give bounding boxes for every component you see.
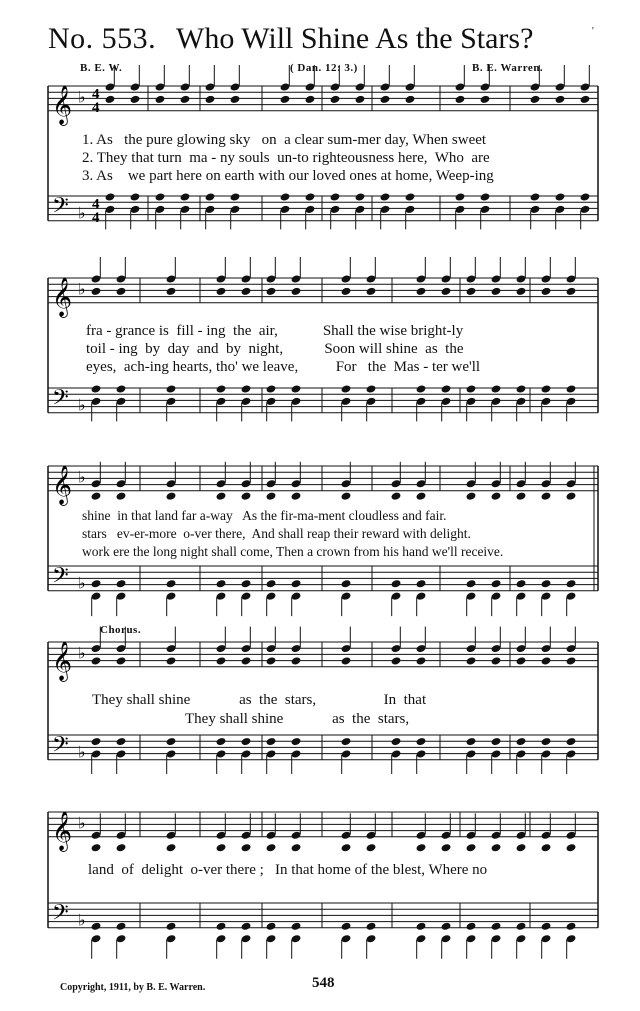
note-head xyxy=(466,843,477,852)
note-head xyxy=(541,656,552,665)
note-head xyxy=(580,95,591,104)
bass-clef-icon: 𝄢 xyxy=(52,385,69,416)
time-signature: 4 xyxy=(92,99,100,116)
note-head xyxy=(266,737,277,746)
note-head xyxy=(341,922,352,931)
note-head xyxy=(516,579,527,588)
note-head xyxy=(441,384,452,393)
note-head xyxy=(455,192,466,201)
note-head xyxy=(166,384,177,393)
note-head xyxy=(180,95,191,104)
note-head xyxy=(341,491,352,500)
note-head xyxy=(466,922,477,931)
note-head xyxy=(166,843,177,852)
note-head xyxy=(466,737,477,746)
note-head xyxy=(266,579,277,588)
note-head xyxy=(241,922,252,931)
note-head xyxy=(166,656,177,665)
note-head xyxy=(216,922,227,931)
note-head xyxy=(166,737,177,746)
note-head xyxy=(366,922,377,931)
verse-1-line-system-2: fra - grance is fill - ing the air, Shall the wise bright-ly xyxy=(86,323,464,339)
note-head xyxy=(155,95,166,104)
note-head xyxy=(291,384,302,393)
note-head xyxy=(266,922,277,931)
note-head xyxy=(380,192,391,201)
note-head xyxy=(116,287,127,296)
note-head xyxy=(216,287,227,296)
flat-sign-icon: ♭ xyxy=(78,910,86,930)
bass-clef-icon: 𝄢 xyxy=(52,193,69,224)
note-head xyxy=(205,95,216,104)
note-head xyxy=(366,384,377,393)
note-head xyxy=(91,579,102,588)
note-head xyxy=(266,491,277,500)
note-head xyxy=(405,192,416,201)
note-head xyxy=(491,287,502,296)
note-head xyxy=(566,737,577,746)
treble-clef-icon: 𝄞 xyxy=(52,810,73,851)
note-head xyxy=(341,737,352,746)
note-head xyxy=(166,922,177,931)
note-head xyxy=(566,579,577,588)
note-head xyxy=(91,384,102,393)
copyright-notice: Copyright, 1911, by B. E. Warren. xyxy=(60,982,206,993)
note-head xyxy=(280,95,291,104)
note-head xyxy=(130,95,141,104)
note-head xyxy=(230,192,241,201)
note-head xyxy=(466,579,477,588)
verse-2-line-system-3: stars ev-er-more o-ver there, And shall reap their reward with delight. xyxy=(82,526,471,541)
note-head xyxy=(91,737,102,746)
note-head xyxy=(480,95,491,104)
hymn-number: No. 553. xyxy=(48,22,157,55)
note-head xyxy=(241,737,252,746)
note-head xyxy=(366,287,377,296)
flat-sign-icon: ♭ xyxy=(78,643,86,663)
note-head xyxy=(555,192,566,201)
note-head xyxy=(516,843,527,852)
note-head xyxy=(541,843,552,852)
time-signature: 4 xyxy=(92,86,100,103)
note-head xyxy=(216,737,227,746)
treble-clef-icon: 𝄞 xyxy=(52,464,73,505)
bass-clef-icon: 𝄢 xyxy=(52,900,69,931)
note-head xyxy=(341,287,352,296)
note-head xyxy=(205,192,216,201)
note-head xyxy=(216,843,227,852)
note-head xyxy=(280,192,291,201)
note-head xyxy=(416,843,427,852)
note-head xyxy=(566,491,577,500)
note-head xyxy=(105,95,116,104)
words-credit: B. E. W. xyxy=(80,62,123,74)
note-head xyxy=(441,843,452,852)
note-head xyxy=(516,491,527,500)
note-head xyxy=(116,843,127,852)
chorus-line-lower: They shall shine as the stars, xyxy=(185,711,410,727)
note-head xyxy=(416,922,427,931)
note-head xyxy=(516,737,527,746)
note-head xyxy=(491,384,502,393)
note-head xyxy=(230,95,241,104)
note-head xyxy=(216,656,227,665)
note-head xyxy=(341,656,352,665)
bass-clef-icon: 𝄢 xyxy=(52,563,69,594)
note-head xyxy=(541,287,552,296)
note-head xyxy=(291,737,302,746)
note-head xyxy=(216,384,227,393)
note-head xyxy=(241,384,252,393)
note-head xyxy=(566,843,577,852)
verse-3-line-system-3: work ere the long night shall come, Then a crown from his hand we'll receive. xyxy=(82,544,504,559)
note-head xyxy=(116,922,127,931)
note-head xyxy=(241,491,252,500)
note-head xyxy=(466,491,477,500)
flat-sign-icon: ♭ xyxy=(78,395,86,415)
note-head xyxy=(291,579,302,588)
note-head xyxy=(116,579,127,588)
note-head xyxy=(530,192,541,201)
note-head xyxy=(116,384,127,393)
note-head xyxy=(555,95,566,104)
note-head xyxy=(105,192,116,201)
note-head xyxy=(441,287,452,296)
note-head xyxy=(391,737,402,746)
note-head xyxy=(541,737,552,746)
note-head xyxy=(305,95,316,104)
note-head xyxy=(291,656,302,665)
chorus-line-upper: They shall shine as the stars, In that xyxy=(92,692,427,708)
note-head xyxy=(416,384,427,393)
note-head xyxy=(91,491,102,500)
note-head xyxy=(491,579,502,588)
note-head xyxy=(116,656,127,665)
note-head xyxy=(566,287,577,296)
note-head xyxy=(491,737,502,746)
note-head xyxy=(391,579,402,588)
note-head xyxy=(116,491,127,500)
verse-2-line-system-2: toil - ing by day and by night, Soon will shine as the xyxy=(86,341,464,357)
time-signature: 4 xyxy=(92,209,100,226)
note-head xyxy=(566,384,577,393)
note-head xyxy=(566,922,577,931)
flat-sign-icon: ♭ xyxy=(78,467,86,487)
scripture-reference: ( Dan. 12: 3.) xyxy=(290,62,358,74)
verse-2-line-system-1: 2. They that turn ma - ny souls un-to righteousness here, Who are xyxy=(82,150,490,166)
flat-sign-icon: ♭ xyxy=(78,813,86,833)
note-head xyxy=(516,656,527,665)
note-head xyxy=(491,922,502,931)
note-head xyxy=(216,491,227,500)
note-head xyxy=(466,656,477,665)
note-head xyxy=(541,922,552,931)
flat-sign-icon: ♭ xyxy=(78,87,86,107)
note-head xyxy=(341,579,352,588)
note-head xyxy=(91,287,102,296)
note-head xyxy=(291,843,302,852)
note-head xyxy=(491,843,502,852)
note-head xyxy=(416,287,427,296)
note-head xyxy=(291,287,302,296)
note-head xyxy=(341,384,352,393)
hymn-title: Who Will Shine As the Stars? xyxy=(176,22,534,55)
note-head xyxy=(266,384,277,393)
note-head xyxy=(180,192,191,201)
note-head xyxy=(491,656,502,665)
note-head xyxy=(366,843,377,852)
note-head xyxy=(266,843,277,852)
note-head xyxy=(241,579,252,588)
flat-sign-icon: ♭ xyxy=(78,279,86,299)
note-head xyxy=(166,287,177,296)
note-head xyxy=(580,192,591,201)
treble-clef-icon: 𝄞 xyxy=(52,84,73,125)
note-head xyxy=(530,95,541,104)
note-head xyxy=(241,287,252,296)
note-head xyxy=(91,922,102,931)
note-head xyxy=(166,491,177,500)
verse-1-line-system-3: shine in that land far a-way As the fir-ma-ment cloudless and fair. xyxy=(82,508,447,523)
verse-3-line-system-1: 3. As we part here on earth with our loved ones at home, Weep-ing xyxy=(82,168,494,184)
note-head xyxy=(516,287,527,296)
time-signature: 4 xyxy=(92,196,100,213)
note-head xyxy=(241,656,252,665)
flat-sign-icon: ♭ xyxy=(78,742,86,762)
flat-sign-icon: ♭ xyxy=(78,203,86,223)
note-head xyxy=(380,95,391,104)
note-head xyxy=(266,656,277,665)
note-head xyxy=(416,491,427,500)
note-head xyxy=(416,737,427,746)
note-head xyxy=(341,843,352,852)
note-head xyxy=(155,192,166,201)
note-head xyxy=(291,922,302,931)
verse-3-line-system-2: eyes, ach-ing hearts, tho' we leave, For the Mas - ter we'll xyxy=(86,359,481,375)
note-head xyxy=(541,579,552,588)
note-head xyxy=(491,491,502,500)
music-credit: B. E. Warren. xyxy=(472,62,544,74)
note-head xyxy=(441,922,452,931)
bass-clef-icon: 𝄢 xyxy=(52,732,69,763)
note-head xyxy=(405,95,416,104)
note-head xyxy=(166,579,177,588)
note-head xyxy=(355,192,366,201)
note-head xyxy=(305,192,316,201)
note-head xyxy=(116,737,127,746)
note-head xyxy=(91,843,102,852)
treble-clef-icon: 𝄞 xyxy=(52,640,73,681)
margin-mark: ' xyxy=(592,26,594,37)
note-head xyxy=(241,843,252,852)
note-head xyxy=(291,491,302,500)
note-head xyxy=(391,656,402,665)
flat-sign-icon: ♭ xyxy=(78,573,86,593)
note-head xyxy=(566,656,577,665)
note-head xyxy=(516,384,527,393)
note-head xyxy=(391,491,402,500)
note-head xyxy=(130,192,141,201)
verse-1-line-system-1: 1. As the pure glowing sky on a clear sum-mer day, When sweet xyxy=(82,132,487,148)
note-head xyxy=(416,579,427,588)
note-head xyxy=(455,95,466,104)
note-head xyxy=(91,656,102,665)
note-head xyxy=(330,192,341,201)
treble-clef-icon: 𝄞 xyxy=(52,276,73,317)
note-head xyxy=(516,922,527,931)
note-head xyxy=(266,287,277,296)
note-head xyxy=(466,287,477,296)
page-number: 548 xyxy=(312,975,335,991)
chorus-label: Chorus. xyxy=(100,624,142,636)
note-head xyxy=(541,384,552,393)
note-head xyxy=(416,656,427,665)
note-head xyxy=(480,192,491,201)
chorus-line-system-5: land of delight o-ver there ; In that home of the blest, Where no xyxy=(88,862,488,878)
note-head xyxy=(541,491,552,500)
note-head xyxy=(330,95,341,104)
note-head xyxy=(355,95,366,104)
note-head xyxy=(216,579,227,588)
note-head xyxy=(466,384,477,393)
